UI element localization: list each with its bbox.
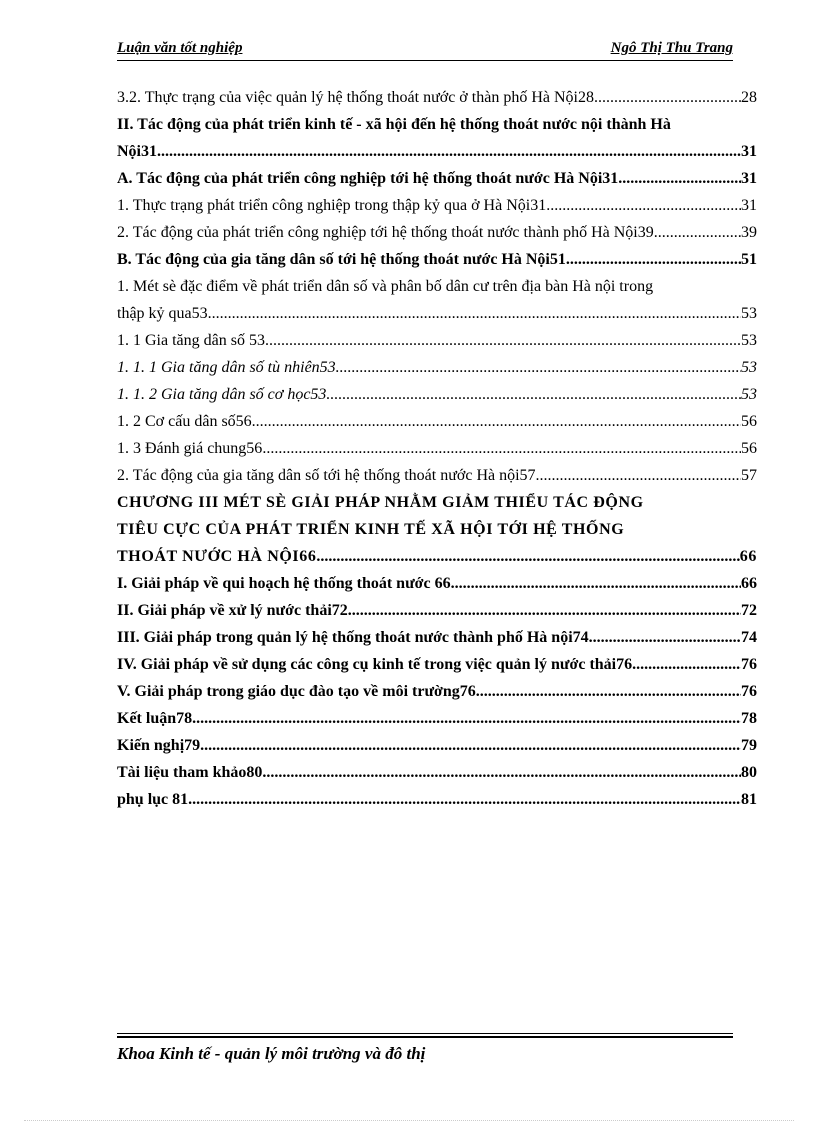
toc-entry[interactable] (117, 354, 757, 381)
toc-entry-title: II. Giải pháp về xử lý nước thải72 (117, 602, 348, 619)
toc-entry[interactable] (117, 462, 757, 489)
toc-entry[interactable] (117, 624, 757, 651)
toc-entry[interactable] (117, 111, 757, 165)
header-thesis-label: Luận văn tốt nghiệp (117, 40, 243, 56)
toc-entry[interactable] (117, 570, 757, 597)
dot-leader (536, 462, 741, 489)
toc-entry[interactable] (117, 408, 757, 435)
dot-leader (618, 165, 741, 192)
dot-leader (265, 327, 741, 354)
footer-rule-thick (117, 1036, 733, 1038)
dot-leader (208, 300, 741, 327)
dot-leader (594, 84, 741, 111)
toc-entry-title: Kết luận78 (117, 710, 193, 727)
toc-page-number: 72 (741, 602, 757, 619)
toc-entry-title: 1. Thực trạng phát triển công nghiệp trong thập kỷ qua ở Hà Nội31 (117, 197, 547, 214)
toc-page-number: 76 (741, 683, 757, 700)
toc-entry[interactable] (117, 651, 757, 678)
dot-leader (589, 624, 741, 651)
toc-page-number: 56 (741, 440, 757, 457)
page-footer (117, 1033, 733, 1064)
toc-page-number: 66 (739, 548, 757, 565)
toc-page-number: 31 (741, 143, 757, 160)
toc-entry-title: A. Tác động của phát triển công nghiệp tới hệ thống thoát nước Hà Nội31 (117, 170, 619, 187)
toc-entry[interactable] (117, 219, 757, 246)
toc-page-number: 28 (741, 89, 757, 106)
toc-entry[interactable] (117, 273, 757, 327)
toc-entry-title-continued: thập kỷ qua53 (117, 305, 208, 322)
toc-entry[interactable] (117, 381, 757, 408)
toc-page-number: 53 (741, 305, 757, 322)
toc-entry-title: 1. Mét sè đặc điểm về phát triển dân số và phân bố dân cư trên địa bàn Hà nội trong (117, 278, 654, 295)
toc-page-number: 53 (741, 332, 757, 349)
toc-entry-title: V. Giải pháp trong giáo dục đào tạo về môi trường76 (117, 683, 476, 700)
toc-entry-title: Tài liệu tham khảo80 (117, 764, 263, 781)
toc-entry-title-continued: Nội31 (117, 143, 157, 160)
dot-leader (632, 651, 741, 678)
toc-entry[interactable] (117, 489, 757, 570)
toc-entry-title: 3.2. Thực trạng của việc quản lý hệ thống thoát nước ở thàn phố Hà Nội28 (117, 89, 594, 106)
dot-leader (336, 354, 741, 381)
toc-entry-title-continued: THOÁT NƯỚC HÀ NỘI66 (117, 548, 317, 565)
toc-page-number: 31 (741, 197, 757, 214)
toc-entry-title-line: CHƯƠNG III MÉT SÈ GIẢI PHÁP NHẰM GIẢM THIỂU TÁC ĐỘNG (117, 494, 644, 511)
header-author-name: Ngô Thị Thu Trang (610, 40, 733, 56)
dot-leader (546, 192, 741, 219)
footer-rule (117, 1033, 733, 1034)
toc-page-number: 78 (741, 710, 757, 727)
dot-leader (654, 219, 741, 246)
toc-entry[interactable] (117, 759, 757, 786)
toc-entry-title: I. Giải pháp về qui hoạch hệ thống thoát nước 66 (117, 575, 451, 592)
toc-entry[interactable] (117, 732, 757, 759)
toc-entry[interactable] (117, 192, 757, 219)
toc-page-number: 76 (741, 656, 757, 673)
dot-leader (200, 732, 741, 759)
toc-entry-title: 2. Tác động của gia tăng dân số tới hệ thống thoát nước Hà nội57 (117, 467, 536, 484)
toc-entry[interactable] (117, 327, 757, 354)
toc-page-number: 74 (741, 629, 757, 646)
dot-leader (262, 435, 741, 462)
toc-page-number: 53 (741, 386, 757, 403)
dot-leader (316, 543, 739, 570)
dot-leader (192, 705, 741, 732)
toc-entry-title: 1. 1. 2 Gia tăng dân số cơ học53 (117, 386, 327, 403)
toc-entry-title: 1. 2 Cơ cấu dân số56 (117, 413, 252, 430)
toc-entry-title: B. Tác động của gia tăng dân số tới hệ thống thoát nước Hà Nội51 (117, 251, 566, 268)
toc-entry[interactable] (117, 246, 757, 273)
toc-entry-title: II. Tác động của phát triển kinh tế - xã hội đến hệ thống thoát nước nội thành Hà (117, 116, 671, 133)
dot-leader (566, 246, 741, 273)
toc-entry[interactable] (117, 597, 757, 624)
dot-leader (252, 408, 741, 435)
toc-entry-title-line: TIÊU CỰC CỦA PHÁT TRIỂN KINH TẾ XÃ HỘI TỚI HỆ THỐNG (117, 521, 625, 538)
toc-entry-title: 1. 1. 1 Gia tăng dân số tù nhiên53 (117, 359, 336, 376)
toc-page-number: 51 (741, 251, 757, 268)
toc-entry[interactable] (117, 678, 757, 705)
toc-entry-title: IV. Giải pháp về sử dụng các công cụ kinh tế trong việc quản lý nước thải76 (117, 656, 633, 673)
toc-page-number: 57 (741, 467, 757, 484)
toc-page-number: 56 (741, 413, 757, 430)
toc-page-number: 66 (741, 575, 757, 592)
toc-entry-title: 1. 3 Đánh giá chung56 (117, 440, 263, 457)
toc-entry[interactable] (117, 786, 757, 813)
dot-leader (157, 138, 741, 165)
toc-page-number: 31 (741, 170, 757, 187)
table-of-contents (117, 84, 757, 813)
toc-entry[interactable] (117, 84, 757, 111)
toc-entry-title: phụ lục 81 (117, 791, 189, 808)
toc-entry-title: III. Giải pháp trong quản lý hệ thống thoát nước thành phố Hà nội74 (117, 629, 589, 646)
toc-page-number: 80 (741, 764, 757, 781)
toc-page-number: 39 (741, 224, 757, 241)
toc-entry-title: 2. Tác động của phát triển công nghiệp tới hệ thống thoát nước thành phố Hà Nội39 (117, 224, 654, 241)
toc-entry-title: 1. 1 Gia tăng dân số 53 (117, 332, 265, 349)
toc-page-number: 53 (741, 359, 757, 376)
toc-page-number: 79 (741, 737, 757, 754)
dot-leader (451, 570, 741, 597)
toc-entry-title: Kiến nghị79 (117, 737, 201, 754)
dot-leader (326, 381, 741, 408)
dot-leader (188, 786, 741, 813)
toc-entry[interactable] (117, 435, 757, 462)
page-edge-divider (24, 1120, 794, 1121)
dot-leader (476, 678, 741, 705)
toc-entry[interactable] (117, 705, 757, 732)
dot-leader (262, 759, 741, 786)
toc-entry[interactable] (117, 165, 757, 192)
dot-leader (348, 597, 741, 624)
toc-page-number: 81 (741, 791, 757, 808)
page-header (117, 38, 733, 61)
footer-faculty-name: Khoa Kinh tế - quản lý môi trường và đô thị (117, 1044, 426, 1063)
